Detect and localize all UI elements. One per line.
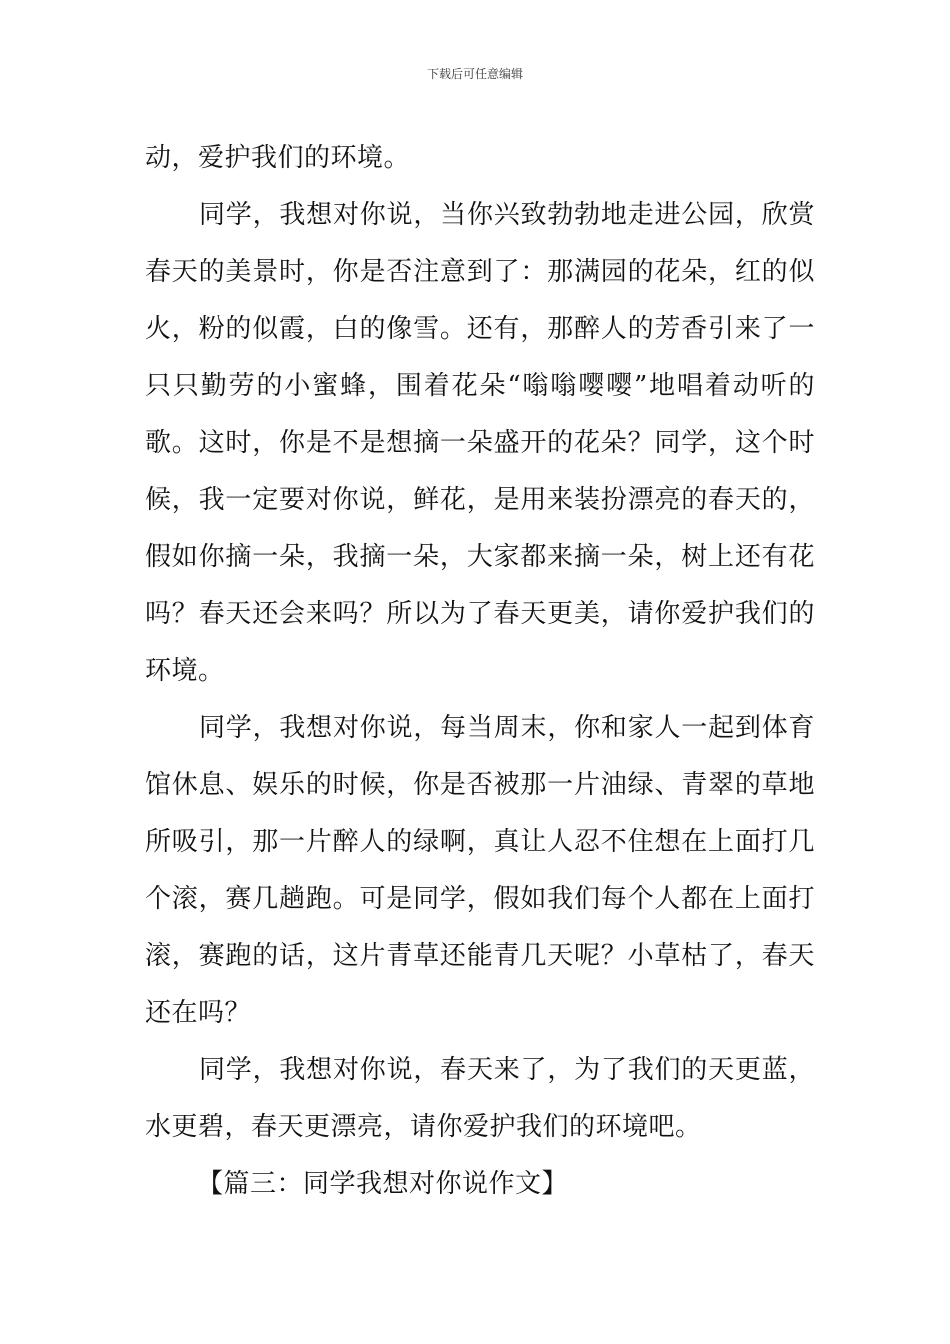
paragraph-continuation: 动，爱护我们的环境。 — [145, 143, 411, 173]
document-body — [145, 130, 815, 1213]
paragraph-park-flowers: 同学，我想对你说，当你兴致勃勃地走进公园，欣赏春天的美景时，你是否注意到了：那满园的花朵，红的似火，粉的似霞，白的像雪。还有，那醉人的芳香引来了一只只勤劳的小蜜蜂，围着花朵“嗡嗡嘤嘤”地唱着动听的歌。这时，你是不是想摘一朵盛开的花朵？同学，这个时候，我一定要对你说，鲜花，是用来装扮漂亮的春天的，假如你摘一朵，我摘一朵，大家都来摘一朵，树上还有花吗？春天还会来吗？所以为了春天更美，请你爱护我们的环境。 — [145, 200, 815, 686]
section-heading: 【篇三：同学我想对你说作文】 — [197, 1169, 569, 1199]
page-header: 下载后可任意编辑 — [426, 67, 523, 81]
paragraph-spring-closing: 同学，我想对你说，春天来了，为了我们的天更蓝，水更碧，春天更漂亮，请你爱护我们的环境吧。 — [145, 1055, 815, 1142]
paragraph-grass-field: 同学，我想对你说，每当周末，你和家人一起到体育馆休息、娱乐的时候，你是否被那一片油绿、青翠的草地所吸引，那一片醉人的绿啊，真让人忍不住想在上面打几个滚，赛几趟跑。可是同学，假如我们每个人都在上面打滚，赛跑的话，这片青草还能青几天呢？小草枯了，春天还在吗？ — [145, 713, 815, 1028]
